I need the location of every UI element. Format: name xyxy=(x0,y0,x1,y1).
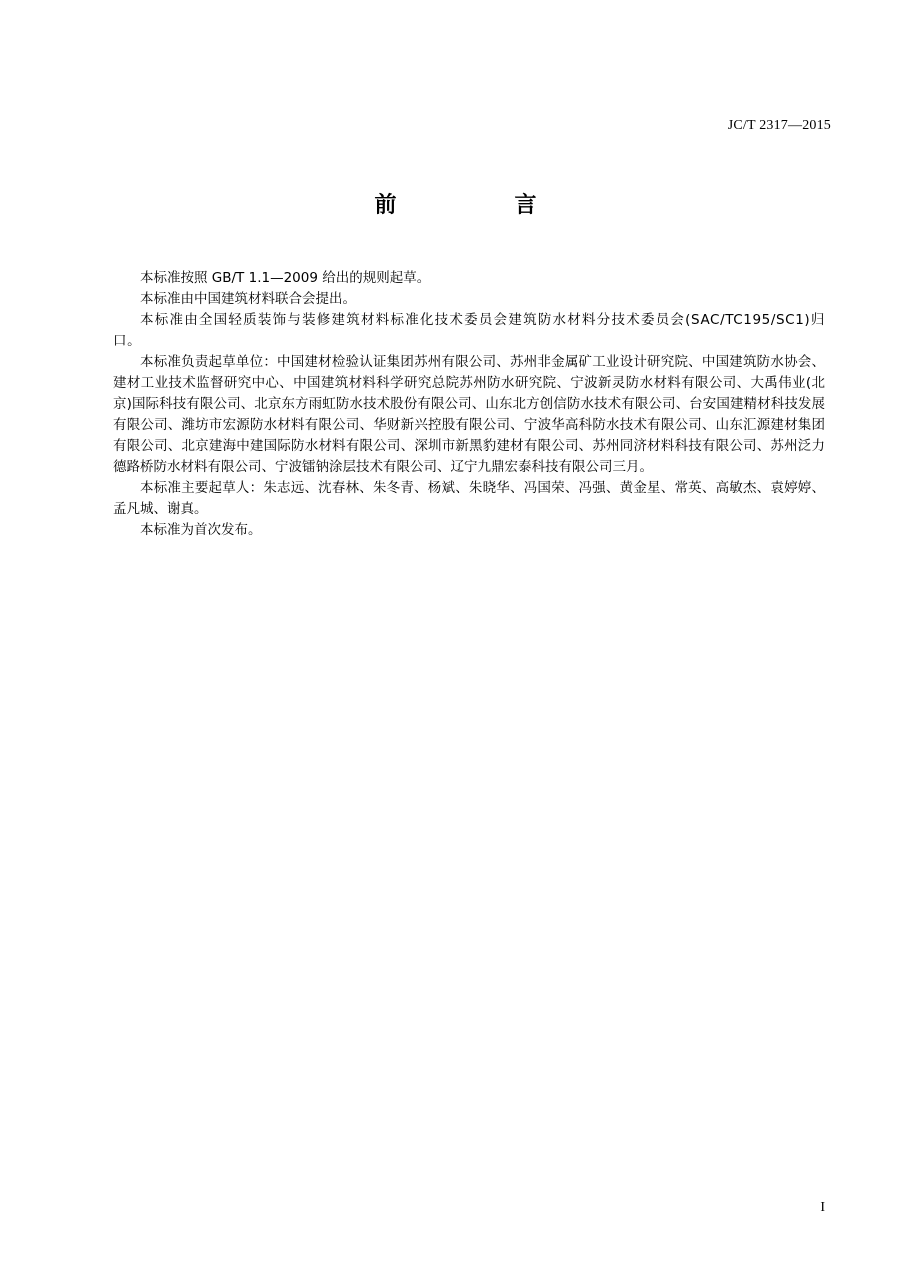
paragraph-drafting-units: 本标准负责起草单位：中国建材检验认证集团苏州有限公司、苏州非金属矿工业设计研究院、中国建筑防水协会、建材工业技术监督研究中心、中国建筑材料科学研究总院苏州防水研究院、宁波新灵防水材料有限公司、大禹伟业(北京)国际科技有限公司、北京东方雨虹防水技术股份有限公司、山东北方创信防水技术有限公司、台安国建精材科技发展有限公司、潍坊市宏源防水材料有限公司、华财新兴控股有限公司、宁波华高科防水技术有限公司、山东汇源建材集团有限公司、北京建海中建国际防水材料有限公司、深圳市新黑豹建材有限公司、苏州同济材料科技有限公司、苏州泛力德路桥防水材料有限公司、宁波镭钠涂层技术有限公司、辽宁九鼎宏泰科技有限公司三月。 xyxy=(113,354,825,475)
paragraph-proposed-by: 本标准由中国建筑材料联合会提出。 xyxy=(140,291,356,307)
page-number: I xyxy=(820,1200,825,1215)
page-title: 前 言 xyxy=(374,193,585,218)
paragraph-technical-committee: 本标准由全国轻质装饰与装修建筑材料标准化技术委员会建筑防水材料分技术委员会(SAC/TC195/SC1)归口。 xyxy=(113,312,825,349)
paragraph-drafters: 本标准主要起草人：朱志远、沈春林、朱冬青、杨斌、朱晓华、冯国荣、冯强、黄金星、常英、高敏杰、袁婷婷、孟凡城、谢真。 xyxy=(113,480,825,517)
standard-code: JC/T 2317—2015 xyxy=(727,118,831,133)
paragraph-drafting-rules: 本标准按照 GB/T 1.1—2009 给出的规则起草。 xyxy=(140,270,431,286)
paragraph-first-release: 本标准为首次发布。 xyxy=(140,522,262,538)
foreword-body xyxy=(113,268,825,541)
